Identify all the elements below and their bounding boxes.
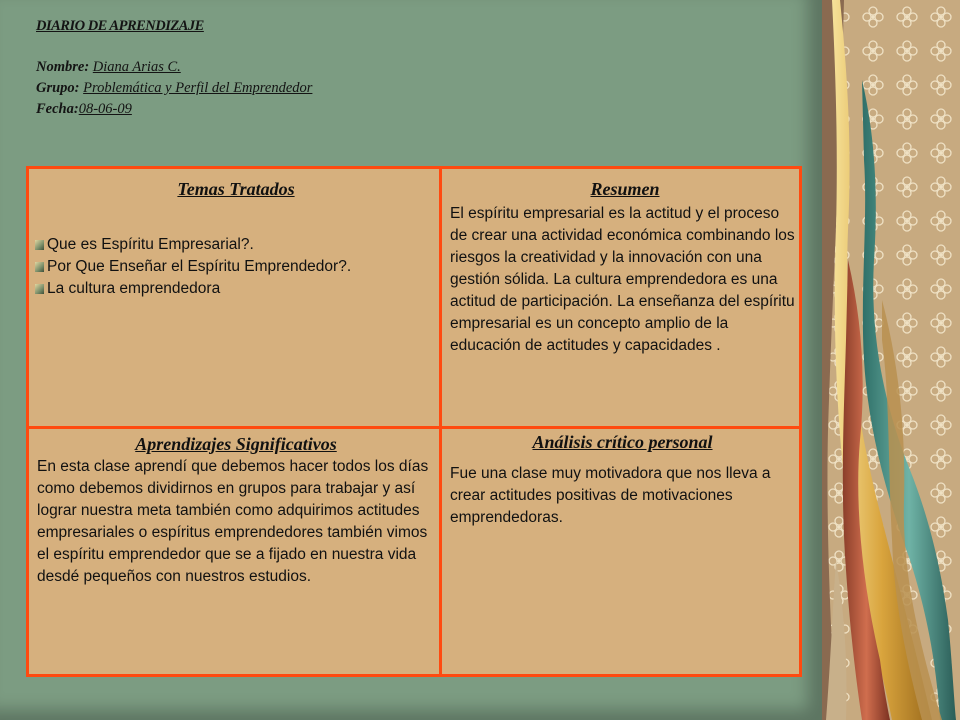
fecha-line	[36, 99, 312, 120]
temas-item: Por Que Enseñar el Espíritu Emprendedor?.	[35, 256, 437, 278]
document-header	[36, 16, 312, 120]
diary-table	[26, 166, 802, 677]
table-divider-horizontal	[29, 426, 799, 429]
fecha-value: 08-06-09	[78, 101, 132, 117]
temas-item: La cultura emprendedora	[35, 278, 437, 300]
temas-heading: Temas Tratados	[177, 179, 295, 199]
temas-item: Que es Espíritu Empresarial?.	[35, 234, 437, 256]
temas-cell	[35, 179, 437, 424]
nombre-label: Nombre:	[36, 59, 90, 75]
grupo-line	[36, 78, 312, 99]
grupo-value: Problemática y Perfil del Emprendedor	[83, 80, 313, 96]
analisis-text: Fue una clase muy motivadora que nos lleva a crear actitudes positivas de motivaciones emprendedoras.	[450, 465, 771, 526]
nombre-value: Diana Arias C.	[92, 59, 181, 75]
resumen-text: El espíritu empresarial es la actitud y el proceso de crear una actividad económica combinando los riesgos la creatividad y la innovación con una gestión sólida. La cultura emprendedora es una actitud de participación. La enseñanza del espíritu empresarial es un concepto amplio de la educación de actitudes y capacidades .	[450, 205, 795, 354]
analisis-heading: Análisis crítico personal	[532, 432, 713, 452]
aprendizajes-heading: Aprendizajes Significativos	[135, 434, 337, 454]
resumen-heading: Resumen	[590, 179, 660, 199]
resumen-cell	[450, 179, 800, 424]
table-divider-vertical	[439, 169, 442, 674]
nombre-line	[36, 57, 312, 78]
grupo-label: Grupo:	[36, 80, 80, 96]
document-title: DIARIO DE APRENDIZAJE	[36, 18, 204, 34]
aprendizajes-text: En esta clase aprendí que debemos hacer todos los días como debemos dividirnos en grupos para trabajar y así lograr nuestra meta también como adquirimos actitudes empresariales o espíritus emprendedores también vimos el espíritu emprendedor que se a fijado en nuestra vida desdé pequeños con nuestros estudios.	[37, 458, 429, 585]
aprendizajes-cell	[37, 434, 435, 674]
temas-list	[35, 234, 437, 300]
fecha-label: Fecha:	[36, 101, 79, 117]
analisis-cell	[450, 432, 795, 672]
decorative-border-art	[822, 0, 960, 720]
